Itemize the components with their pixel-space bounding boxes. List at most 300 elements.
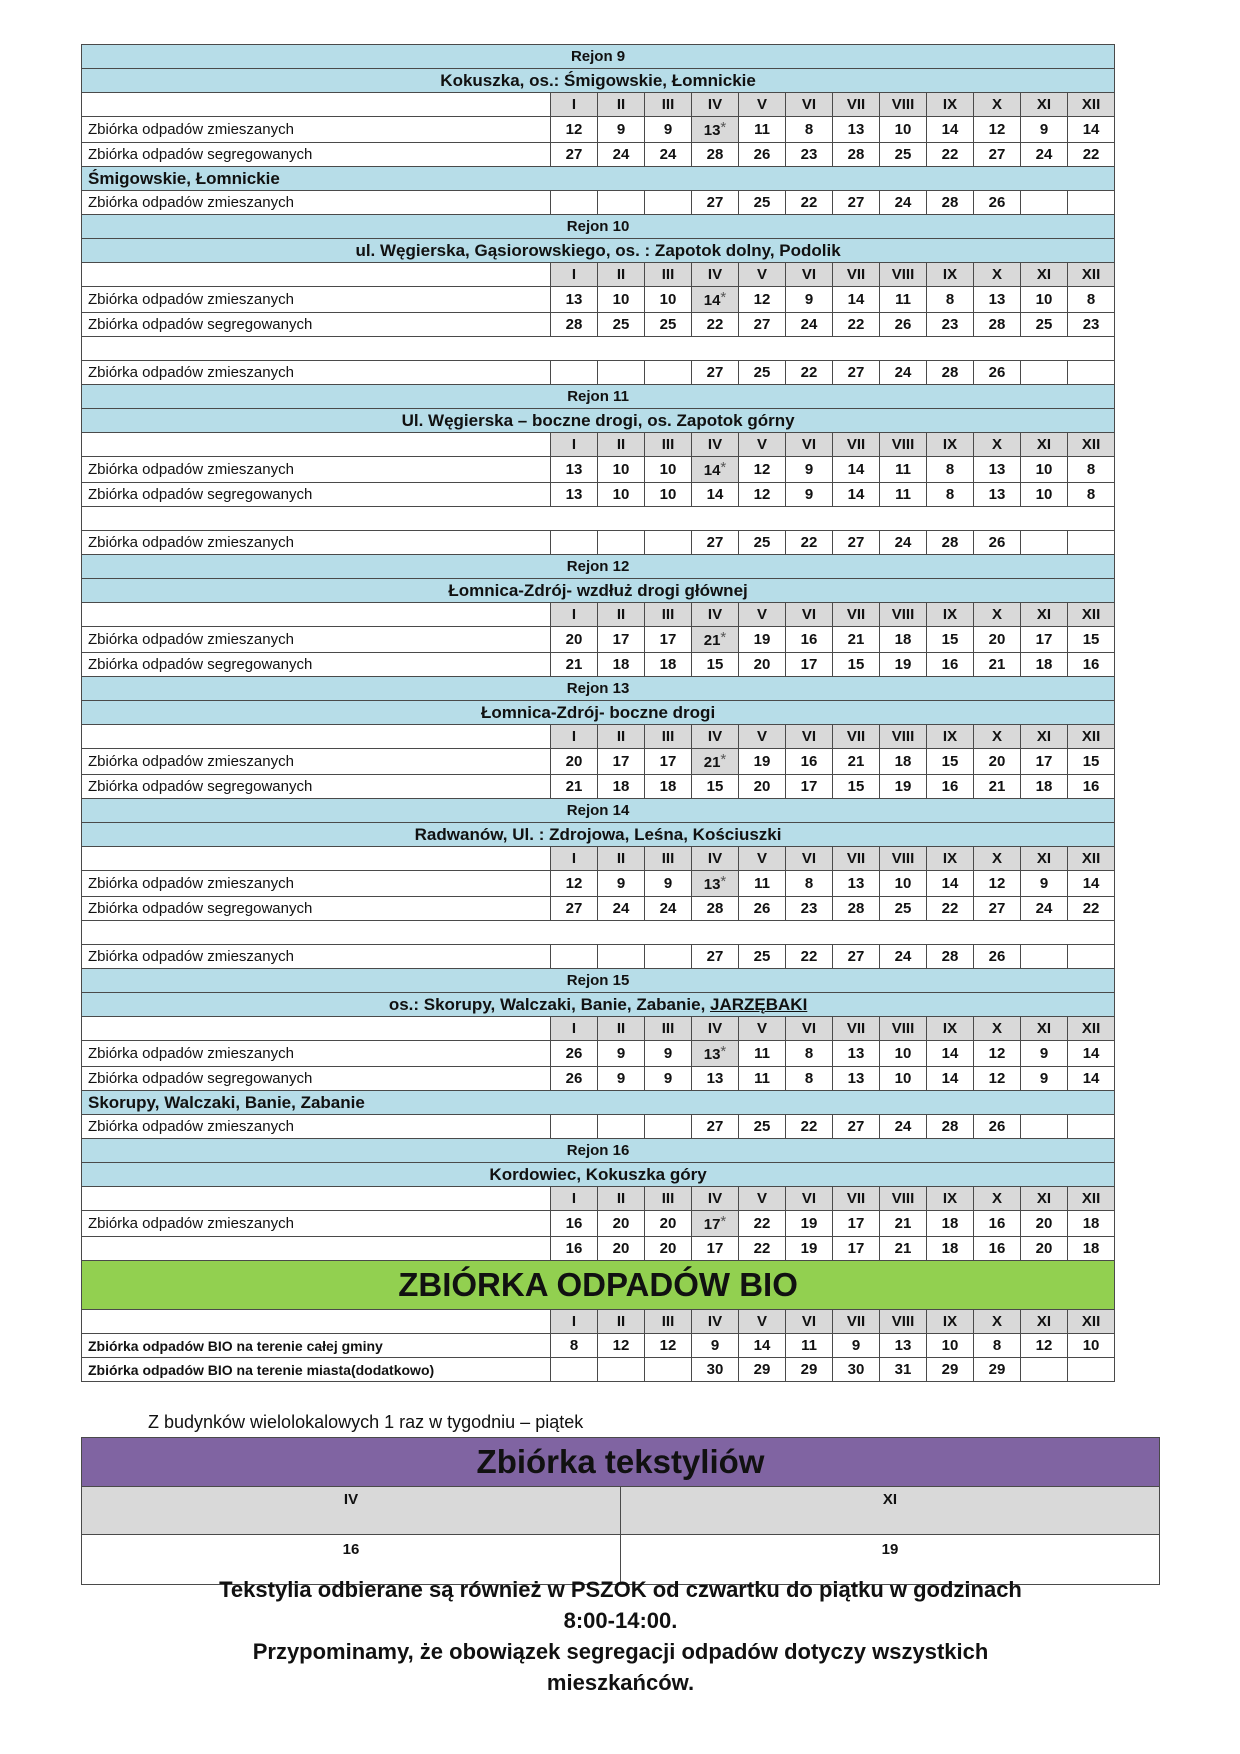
day-cell: 21	[880, 1237, 927, 1261]
day-cell: 17	[833, 1237, 880, 1261]
bio-note: Z budynków wielolokalowych 1 raz w tygodniu – piątek	[148, 1412, 584, 1432]
month-header: I	[551, 1017, 598, 1041]
row-label: Zbiórka odpadów segregowanych	[82, 653, 551, 677]
day-cell: 22	[786, 191, 833, 215]
month-header: VI	[786, 1187, 833, 1211]
day-cell: 26	[974, 945, 1021, 969]
schedule-body	[82, 45, 1160, 1382]
month-header-spacer	[82, 603, 551, 627]
region-area-text: Kordowiec, Kokuszka góry	[489, 1164, 707, 1184]
region-title-row	[82, 1139, 1160, 1163]
textiles-day: 16	[82, 1535, 621, 1585]
month-header: I	[551, 1187, 598, 1211]
day-cell: 8	[551, 1334, 598, 1358]
month-header: IX	[927, 263, 974, 287]
day-cell: 28	[927, 945, 974, 969]
day-cell: 14	[927, 1067, 974, 1091]
row-label: Zbiórka odpadów segregowanych	[82, 1067, 551, 1091]
day-cell: 11	[739, 1041, 786, 1067]
footer-line: Tekstylia odbierane są również w PSZOK od czwartku do piątku w godzinach	[219, 1577, 1022, 1602]
month-header: VIII	[880, 1017, 927, 1041]
region-title: Rejon 11	[82, 385, 1115, 409]
textiles-month-row	[82, 1487, 1160, 1535]
textiles-day: 19	[621, 1535, 1160, 1585]
month-header-row	[82, 725, 1160, 749]
day-cell: 12	[598, 1334, 645, 1358]
month-header: VI	[786, 847, 833, 871]
month-header: IX	[927, 603, 974, 627]
day-cell	[1068, 191, 1115, 215]
month-header: V	[739, 433, 786, 457]
schedule-row	[82, 749, 1160, 775]
day-cell: 30	[692, 1358, 739, 1382]
month-header: XI	[1021, 93, 1068, 117]
day-cell: 11	[786, 1334, 833, 1358]
month-header: VII	[833, 433, 880, 457]
day-cell: 30	[833, 1358, 880, 1382]
day-cell: 12	[974, 871, 1021, 897]
region-title: Rejon 14	[82, 799, 1115, 823]
extra-subtitle: Śmigowskie, Łomnickie	[82, 167, 1115, 191]
day-cell	[692, 627, 739, 653]
month-header: II	[598, 1187, 645, 1211]
day-cell: 18	[1068, 1237, 1115, 1261]
day-cell: 20	[551, 749, 598, 775]
row-label: Zbiórka odpadów segregowanych	[82, 483, 551, 507]
day-cell: 28	[833, 143, 880, 167]
day-cell	[692, 1041, 739, 1067]
day-cell: 13	[833, 1067, 880, 1091]
day-cell: 10	[645, 287, 692, 313]
day-cell: 24	[880, 361, 927, 385]
month-header: IV	[692, 725, 739, 749]
day-cell: 15	[927, 749, 974, 775]
day-cell: 8	[927, 287, 974, 313]
day-cell: 12	[551, 117, 598, 143]
month-header: X	[974, 603, 1021, 627]
schedule-row	[82, 871, 1160, 897]
month-header: III	[645, 263, 692, 287]
day-value: 13	[703, 122, 721, 139]
day-cell: 28	[927, 531, 974, 555]
footer-line: mieszkańców.	[546, 1670, 695, 1695]
row-label: Zbiórka odpadów segregowanych	[82, 143, 551, 167]
month-header: XII	[1068, 725, 1115, 749]
asterisk-marker: *	[720, 119, 727, 136]
region-area-text: Łomnica-Zdrój- boczne drogi	[480, 702, 716, 722]
textiles-month: IV	[82, 1487, 621, 1535]
day-cell: 9	[598, 1041, 645, 1067]
day-cell: 15	[833, 653, 880, 677]
day-cell: 18	[1068, 1211, 1115, 1237]
extra-subtitle-row	[82, 1091, 1160, 1115]
day-cell: 25	[645, 313, 692, 337]
day-cell: 24	[880, 531, 927, 555]
day-cell: 27	[692, 191, 739, 215]
textiles-month: XI	[621, 1487, 1160, 1535]
day-cell	[551, 1358, 598, 1382]
month-header: I	[551, 725, 598, 749]
day-cell: 22	[786, 1115, 833, 1139]
day-cell: 21	[551, 653, 598, 677]
day-cell: 13	[551, 287, 598, 313]
month-header: II	[598, 603, 645, 627]
day-value: 21	[703, 754, 721, 771]
day-cell: 14	[1068, 1041, 1115, 1067]
day-cell	[692, 749, 739, 775]
region-area	[82, 239, 1115, 263]
schedule-row	[82, 143, 1160, 167]
day-cell	[645, 361, 692, 385]
month-header-row	[82, 847, 1160, 871]
day-value: 21	[703, 632, 721, 649]
month-header-row	[82, 1187, 1160, 1211]
extra-subtitle-row	[82, 167, 1160, 191]
day-value: 17	[703, 1216, 721, 1233]
month-header: VIII	[880, 1187, 927, 1211]
month-header: X	[974, 433, 1021, 457]
schedule-row	[82, 1211, 1160, 1237]
month-header: V	[739, 1310, 786, 1334]
day-cell: 22	[927, 143, 974, 167]
month-header: XII	[1068, 1187, 1115, 1211]
day-cell: 9	[645, 871, 692, 897]
region-area-row	[82, 409, 1160, 433]
schedule-row	[82, 1358, 1160, 1382]
extra-subtitle: Skorupy, Walczaki, Banie, Zabanie	[82, 1091, 1115, 1115]
month-header: VIII	[880, 725, 927, 749]
row-label: Zbiórka odpadów zmieszanych	[82, 191, 551, 215]
month-header: I	[551, 263, 598, 287]
day-cell: 22	[1068, 143, 1115, 167]
day-cell: 24	[880, 191, 927, 215]
day-cell: 28	[551, 313, 598, 337]
day-cell: 8	[1068, 457, 1115, 483]
month-header: V	[739, 93, 786, 117]
day-cell	[598, 361, 645, 385]
row-label: Zbiórka odpadów zmieszanych	[82, 1211, 551, 1237]
month-header: XI	[1021, 1310, 1068, 1334]
schedule-row	[82, 1334, 1160, 1358]
day-cell: 27	[974, 897, 1021, 921]
region-area-text: Radwanów, Ul. : Zdrojowa, Leśna, Kościuszki	[414, 824, 782, 844]
day-cell: 8	[1068, 287, 1115, 313]
day-cell: 13	[833, 871, 880, 897]
day-cell: 14	[1068, 1067, 1115, 1091]
month-header-spacer	[82, 263, 551, 287]
day-cell: 9	[786, 287, 833, 313]
schedule-row	[82, 1041, 1160, 1067]
day-cell	[1068, 361, 1115, 385]
day-cell: 16	[1068, 653, 1115, 677]
month-header: V	[739, 1017, 786, 1041]
day-cell: 17	[1021, 627, 1068, 653]
day-cell: 9	[598, 871, 645, 897]
schedule-row	[82, 191, 1160, 215]
blank-spacer	[82, 507, 1115, 531]
asterisk-marker: *	[720, 459, 727, 476]
day-cell: 9	[598, 117, 645, 143]
day-cell: 29	[786, 1358, 833, 1382]
day-cell	[551, 1115, 598, 1139]
schedule-row	[82, 361, 1160, 385]
day-value: 13	[703, 876, 721, 893]
month-header-spacer	[82, 725, 551, 749]
month-header-row	[82, 1017, 1160, 1041]
month-header: II	[598, 1017, 645, 1041]
day-cell: 26	[974, 361, 1021, 385]
day-cell: 21	[833, 749, 880, 775]
day-cell: 14	[927, 1041, 974, 1067]
month-header: II	[598, 263, 645, 287]
day-cell: 11	[739, 871, 786, 897]
day-cell: 9	[1021, 1067, 1068, 1091]
day-cell: 29	[739, 1358, 786, 1382]
schedule-row	[82, 945, 1160, 969]
day-cell: 20	[1021, 1237, 1068, 1261]
day-cell: 12	[739, 457, 786, 483]
day-cell: 22	[739, 1237, 786, 1261]
day-cell: 16	[974, 1237, 1021, 1261]
day-cell: 24	[645, 143, 692, 167]
month-header-row	[82, 263, 1160, 287]
day-cell: 21	[974, 653, 1021, 677]
day-cell: 26	[974, 1115, 1021, 1139]
schedule-row	[82, 1067, 1160, 1091]
day-cell: 8	[786, 871, 833, 897]
day-cell: 10	[598, 483, 645, 507]
region-area-row	[82, 823, 1160, 847]
day-cell: 14	[833, 483, 880, 507]
day-cell: 16	[927, 653, 974, 677]
day-cell: 27	[833, 1115, 880, 1139]
day-cell: 19	[880, 653, 927, 677]
day-cell: 12	[1021, 1334, 1068, 1358]
region-area	[82, 823, 1115, 847]
day-cell	[551, 531, 598, 555]
month-header: VIII	[880, 1310, 927, 1334]
day-cell: 13	[974, 287, 1021, 313]
region-area-text: ul. Węgierska, Gąsiorowskiego, os. : Zapotok dolny, Podolik	[355, 240, 841, 260]
region-area	[82, 69, 1115, 93]
month-header: XI	[1021, 263, 1068, 287]
row-label: Zbiórka odpadów zmieszanych	[82, 457, 551, 483]
schedule-table	[81, 44, 1160, 1382]
day-cell: 10	[880, 117, 927, 143]
month-header: X	[974, 93, 1021, 117]
month-header: II	[598, 93, 645, 117]
month-header: XI	[1021, 847, 1068, 871]
region-area-text: os.: Skorupy, Walczaki, Banie, Zabanie,	[388, 994, 711, 1014]
day-cell: 21	[833, 627, 880, 653]
day-cell: 24	[598, 143, 645, 167]
month-header: V	[739, 263, 786, 287]
day-cell: 26	[974, 531, 1021, 555]
schedule-row	[82, 287, 1160, 313]
day-cell: 17	[598, 627, 645, 653]
day-cell: 23	[927, 313, 974, 337]
region-area-text: Kokuszka, os.: Śmigowskie, Łomnickie	[440, 70, 756, 90]
day-cell: 27	[833, 191, 880, 215]
day-cell: 8	[786, 117, 833, 143]
region-area	[82, 701, 1115, 725]
day-cell	[1068, 1115, 1115, 1139]
month-header: XII	[1068, 93, 1115, 117]
month-header-spacer	[82, 93, 551, 117]
day-cell	[598, 1358, 645, 1382]
region-title-row	[82, 45, 1160, 69]
month-header: II	[598, 1310, 645, 1334]
schedule-row	[82, 627, 1160, 653]
region-area-text: Ul. Węgierska – boczne drogi, os. Zapotok górny	[401, 410, 795, 430]
day-cell: 13	[833, 1041, 880, 1067]
month-header: X	[974, 725, 1021, 749]
day-cell: 10	[880, 871, 927, 897]
region-title-row	[82, 969, 1160, 993]
month-header: III	[645, 847, 692, 871]
day-cell: 11	[739, 1067, 786, 1091]
row-label: Zbiórka odpadów segregowanych	[82, 775, 551, 799]
month-header: V	[739, 725, 786, 749]
month-header: IV	[692, 1310, 739, 1334]
day-cell: 12	[739, 287, 786, 313]
day-cell: 26	[739, 897, 786, 921]
schedule-row	[82, 897, 1160, 921]
footer-notice	[81, 1574, 1160, 1698]
textiles-title: Zbiórka tekstyliów	[82, 1438, 1160, 1487]
row-label: Zbiórka odpadów zmieszanych	[82, 871, 551, 897]
day-cell	[1021, 1115, 1068, 1139]
month-header: IV	[692, 1017, 739, 1041]
day-cell: 14	[1068, 871, 1115, 897]
month-header: VI	[786, 433, 833, 457]
day-cell: 24	[598, 897, 645, 921]
day-cell: 10	[880, 1041, 927, 1067]
day-cell: 22	[786, 531, 833, 555]
day-cell: 18	[598, 775, 645, 799]
month-header: VI	[786, 263, 833, 287]
month-header: V	[739, 603, 786, 627]
row-label	[82, 1237, 551, 1261]
day-cell: 8	[974, 1334, 1021, 1358]
month-header: VIII	[880, 93, 927, 117]
day-cell: 27	[551, 143, 598, 167]
month-header: V	[739, 1187, 786, 1211]
day-cell: 19	[739, 749, 786, 775]
day-cell: 9	[1021, 117, 1068, 143]
month-header: IV	[692, 263, 739, 287]
blank-spacer	[82, 921, 1115, 945]
month-header: IX	[927, 433, 974, 457]
month-header: X	[974, 1310, 1021, 1334]
extra-subtitle-row	[82, 921, 1160, 945]
day-cell	[1021, 1358, 1068, 1382]
extra-subtitle-row	[82, 337, 1160, 361]
day-cell: 17	[645, 749, 692, 775]
day-cell: 20	[551, 627, 598, 653]
month-header: I	[551, 603, 598, 627]
region-title: Rejon 9	[82, 45, 1115, 69]
schedule-row	[82, 653, 1160, 677]
day-cell: 13	[551, 483, 598, 507]
region-title: Rejon 16	[82, 1139, 1115, 1163]
schedule-row	[82, 457, 1160, 483]
month-header: III	[645, 1187, 692, 1211]
day-cell: 10	[1021, 483, 1068, 507]
day-cell	[1068, 945, 1115, 969]
day-cell: 28	[927, 191, 974, 215]
row-label: Zbiórka odpadów zmieszanych	[82, 749, 551, 775]
day-cell: 24	[786, 313, 833, 337]
row-label: Zbiórka odpadów zmieszanych	[82, 361, 551, 385]
month-header: VII	[833, 1187, 880, 1211]
day-cell: 21	[974, 775, 1021, 799]
day-cell: 18	[880, 627, 927, 653]
day-cell: 16	[974, 1211, 1021, 1237]
asterisk-marker: *	[720, 751, 727, 768]
day-cell: 15	[1068, 627, 1115, 653]
month-header: III	[645, 93, 692, 117]
day-cell: 13	[551, 457, 598, 483]
month-header: VIII	[880, 433, 927, 457]
bio-title: ZBIÓRKA ODPADÓW BIO	[82, 1261, 1115, 1310]
month-header: VII	[833, 1310, 880, 1334]
month-header: IX	[927, 847, 974, 871]
month-header: I	[551, 847, 598, 871]
month-header: XII	[1068, 1017, 1115, 1041]
region-area	[82, 579, 1115, 603]
day-cell: 20	[974, 749, 1021, 775]
region-title-row	[82, 799, 1160, 823]
month-header: VIII	[880, 263, 927, 287]
day-cell: 16	[551, 1211, 598, 1237]
day-cell: 14	[833, 457, 880, 483]
day-cell: 9	[598, 1067, 645, 1091]
day-cell	[692, 287, 739, 313]
row-label: Zbiórka odpadów segregowanych	[82, 313, 551, 337]
day-cell: 9	[786, 457, 833, 483]
footer-line: 8:00-14:00.	[563, 1608, 678, 1633]
day-cell	[692, 117, 739, 143]
day-cell: 14	[739, 1334, 786, 1358]
day-cell: 20	[739, 653, 786, 677]
day-cell: 11	[880, 483, 927, 507]
day-cell: 26	[551, 1041, 598, 1067]
day-cell: 13	[880, 1334, 927, 1358]
row-label: Zbiórka odpadów zmieszanych	[82, 1041, 551, 1067]
day-cell: 28	[833, 897, 880, 921]
month-header: X	[974, 263, 1021, 287]
region-area-row	[82, 69, 1160, 93]
day-cell: 28	[927, 361, 974, 385]
day-cell	[645, 1115, 692, 1139]
month-header: III	[645, 603, 692, 627]
day-cell: 22	[833, 313, 880, 337]
day-cell: 15	[692, 775, 739, 799]
month-header: IX	[927, 1187, 974, 1211]
day-cell	[692, 457, 739, 483]
day-cell: 25	[739, 945, 786, 969]
month-header: IV	[692, 847, 739, 871]
footer-line: Przypominamy, że obowiązek segregacji odpadów dotyczy wszystkich	[252, 1639, 989, 1664]
day-cell: 16	[927, 775, 974, 799]
month-header: IX	[927, 1310, 974, 1334]
month-header: IV	[692, 93, 739, 117]
day-cell: 10	[598, 287, 645, 313]
month-header: VII	[833, 847, 880, 871]
day-cell	[692, 871, 739, 897]
day-cell: 9	[645, 117, 692, 143]
